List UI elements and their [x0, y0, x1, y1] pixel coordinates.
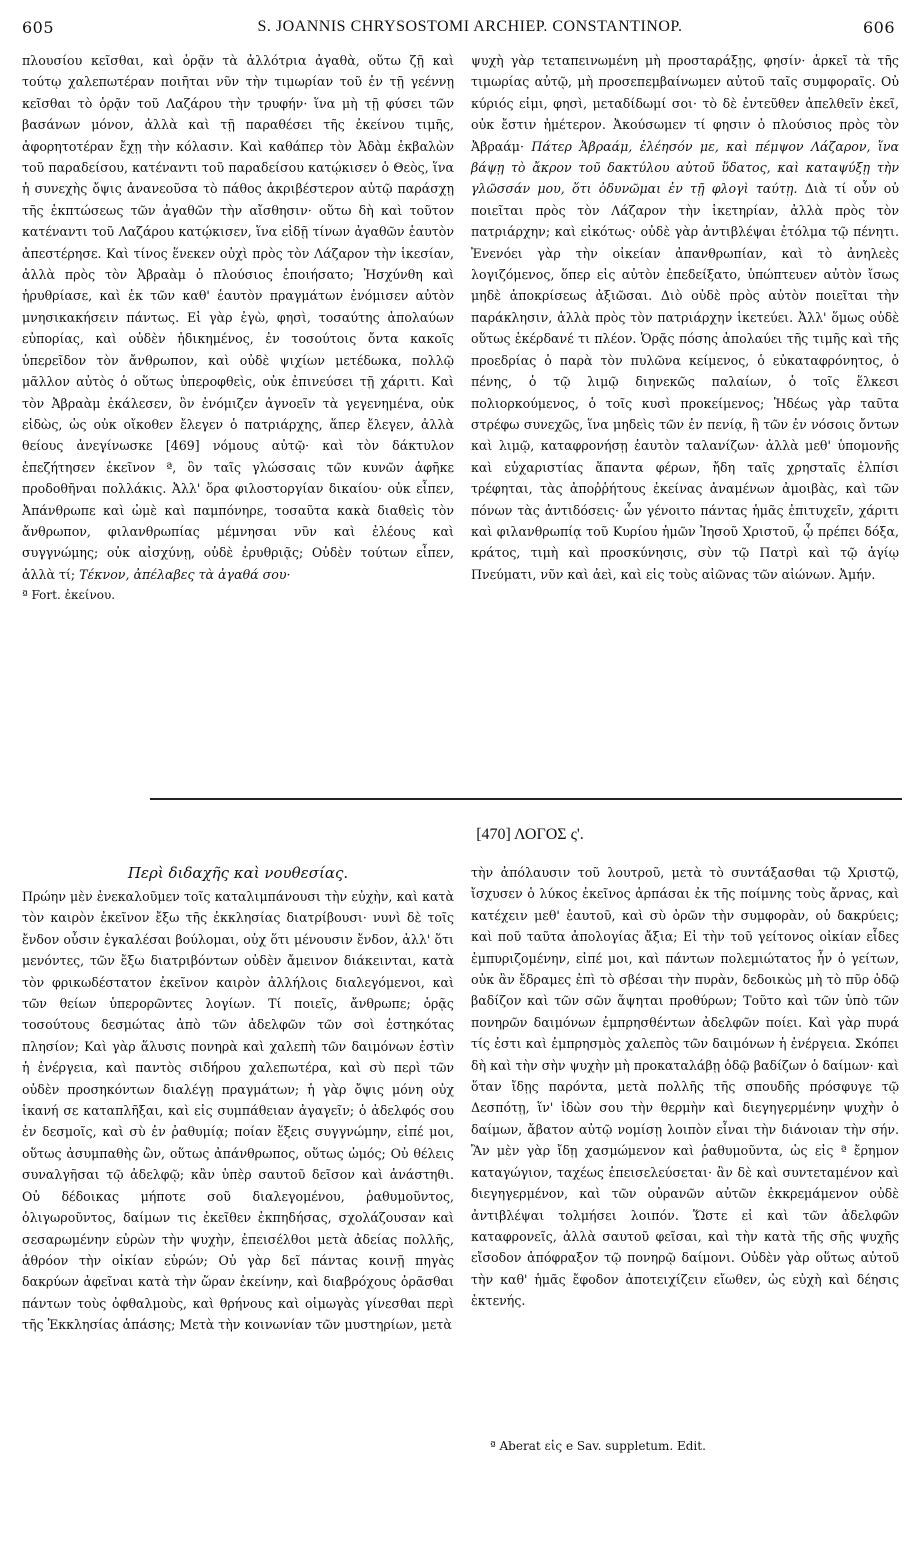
lower-left-text: Πρώην μὲν ἐνεκαλοῦμεν τοῖς καταλιμπάνουσι τὴν εὐχὴν, καὶ κατὰ τὸν καιρὸν ἐκεῖνον ἔξω τῆς ἐκκλησίας διατρίβουσι· νυνὶ δὲ τοῖς ἔνδον οὖσιν ἐγκαλέσαι βούλομαι, οὐχ ὅτι μένουσιν ἔνδον, ἀλλ' ὅτι μενόντες, τῶν ἔξω διατριβόντων οὐδὲν ἄμεινον διάκεινται, κατὰ τὸν φρικωδέστατον ἐκεῖνον καιρὸν ἀλλήλοις διαλεγόμενοι, καὶ τῶν θείων ὑπερορῶντες λογίων. Τί ποιεῖς, ἄνθρωπε; ὁρᾷς τοσούτους δεσμώτας ἀπὸ τῶν ἀδελφῶν τῶν σοὶ ἑστηκότας πλησίον; Καὶ γὰρ ἅλυσις πονηρὰ καὶ χαλεπὴ τῶν δαιμόνων ἐστὶν ἡ ἐνέργεια, καὶ παντὸς σιδήρου χαλεπωτέρα, καὶ σὺ περὶ τῶν οὐδὲν προσηκόντων διαλέγῃ πραγμάτων; ἡ γὰρ ὄψις μόνη οὐχ ἱκανή σε καταπλῆξαι, καὶ εἰς συμπάθειαν ἀγαγεῖν; ὁ ἀδελφός σου ἐν δεσμοῖς, καὶ σὺ ἐν ῥαθυμίᾳ; ποίαν ἕξεις συγγνώμην, εἰπέ μοι, οὕτως ἀσυμπαθὴς ὢν, οὕτως ἀπάνθρωπος, οὕτως ὠμός; Οὐ θέλεις συναλγῆσαι τῷ ἀδελφῷ; κἂν ὑπὲρ σαυτοῦ δεῖσον καὶ ἀνάστηθι. Οὐ δέδοικας μήποτε σοῦ διαλεγομένου, ῥαθυμοῦντος, ὀλιγωροῦντος, δαίμων τις ἐκεῖθεν ἐκπηδήσας, σχολάζουσαν καὶ σεσαρωμένην εὑρὼν τὴν ψυχὴν, ἐπεισέλθοι μετὰ ἀδείας πολλῆς, ἀθρόον τὴν οἰκίαν εὑρών; Οὐ γὰρ δεῖ πάντας κοινῇ πηγὰς δακρύων ἀφεῖναι κατὰ τὴν ὥραν ἐκείνην, καὶ διαβρόχους ὁρᾶσθαι πάντων τοὺς ὀφθαλμοὺς, καὶ θρήνους καὶ οἰμωγὰς γίνεσθαι περὶ τῆς Ἐκκλησίας ἁπάσης; Μετὰ τὴν κοινωνίαν τῶν μυστηρίων, μετὰ — [22, 889, 454, 1333]
running-head: S. JOANNIS CHRYSOSTOMI ARCHIEP. CONSTANTINOP. — [257, 18, 683, 35]
section-divider — [150, 798, 902, 800]
upper-right-column — [471, 50, 899, 585]
lower-right-column — [471, 862, 899, 1312]
page-number-left: 605 — [22, 18, 55, 37]
upper-right-italic-quote: Πάτερ Ἀβραάμ, ἐλέησόν με, καὶ πέμψον Λάζαρον, ἵνα βάψῃ τὸ ἄκρον τοῦ δακτύλου αὐτοῦ ὕδατος, καὶ καταψύξῃ τὴν γλῶσσάν μου, ὅτι ὀδυνῶμαι ἐν τῇ φλογὶ ταύτῃ. — [471, 138, 899, 197]
upper-right-text-a: ψυχὴ γὰρ τεταπεινωμένη μὴ προσταράξῃς, φησίν· ἀρκεῖ τὰ τῆς τιμωρίας αὐτῷ, μὴ προσεπεμβαίνωμεν αὐτοῦ ταῖς συμφοραῖς. Οὐ κύριός εἰμι, φησὶ, μεταδίδωμί σοι· τὸ δὲ ἐντεῦθεν ἀπελθεῖν ἐκεῖ, οὐκ ἔστιν ἡμέτερον. Ἀκούσωμεν τί φησιν ὁ πλούσιος πρὸς τὸν Ἀβραάμ· — [471, 53, 899, 154]
sermon-title: [470] ΛΟΓΟΣ ς'. — [476, 826, 584, 843]
lower-right-footnote: ª Aberat εἰς e Sav. suppletum. Edit. — [490, 1439, 706, 1453]
upper-left-column — [22, 50, 454, 605]
lower-left-column — [22, 886, 454, 1336]
lower-right-text: τὴν ἀπόλαυσιν τοῦ λουτροῦ, μετὰ τὸ συντάξασθαι τῷ Χριστῷ, ἴσχυσεν ὁ λύκος ἐκεῖνος ἁρπάσαι ἐκ τῆς ποίμνης τοὺς ἄρνας, καὶ κατέχειν μεθ' ἑαυτοῦ, καὶ σὺ ὁρῶν τὴν συμφορὰν, οὐ δακρύεις; καὶ ποῦ ταῦτα ἀπολογίας ἄξια; Εἰ τὴν τοῦ γείτονος οἰκίαν εἶδες ἐμπυριζομένην, εἰπέ μοι, καὶ πάντων πολεμιώτατος ἦν ὁ γείτων, οὐκ ἂν ἔδραμες ἐπὶ τὸ σβέσαι τὴν πυρὰν, δεδοικὼς μὴ τὸ πῦρ ὁδῷ βαδίζον καὶ τῶν σῶν ἅψηται προθύρων; Τοῦτο καὶ τῶν ὑπὸ τῶν πονηρῶν δαιμόνων ἐμπρησθέντων ἀδελφῶν ποίει. Καὶ γὰρ πυρά τίς ἐστι καὶ ἐμπρησμὸς χαλεπὸς τῶν δαιμόνων ἡ ἐνέργεια. Σκόπει δὴ καὶ τὴν σὴν ψυχὴν μὴ προκαταλάβῃ ὁδῷ βαδίζων ὁ δαίμων· καὶ ὅταν ἴδῃς παρόντα, μετὰ πολλῆς τῆς σπουδῆς πρόσφυγε τῷ Δεσπότῃ, ἵν' ἰδὼν σου τὴν θερμὴν καὶ διεγηγερμένην ψυχὴν ὁ δαίμων, ἄβατον αὐτῷ νομίσῃ λοιπὸν εἶναι τὴν διάνοιαν τὴν σήν. Ἂν μὲν γὰρ ἴδῃ χασμώμενον καὶ ῥαθυμοῦντα, ὡς εἰς ª ἔρημον καταγώγιον, ταχέως ἐπεισελεύσεται· ἂν δὲ καὶ συντεταμένον καὶ διεγηγερμένον, καὶ τῶν οὐρανῶν αὐτῶν ἐκκρεμάμενον οὐδὲ ἀντιβλέψαι τολμήσει λοιπόν. Ὥστε εἰ καὶ τῶν ἀδελφῶν καταφρονεῖς, ἀλλὰ σαυτοῦ φεῖσαι, καὶ τὴν κατὰ τῆς σῆς ψυχῆς εἴσοδον ἀπόφραξον τῷ πονηρῷ δαίμονι. Οὐδὲν γὰρ οὕτως αὐτοῦ τὴν καθ' ἡμᾶς ἔφοδον ἀποτειχίζειν εἴωθεν, ὡς εὐχὴ καὶ δέησις ἐκτενής. — [471, 865, 899, 1309]
upper-left-footnote: ª Fort. ἐκείνου. — [22, 588, 116, 603]
page-number-right: 606 — [862, 18, 895, 37]
sermon-subtitle: Περὶ διδαχῆς καὶ νουθεσίας. — [127, 864, 349, 882]
upper-right-text-b: Διὰ τί οὖν οὐ ποιεῖται πρὸς τὸν Λάζαρον τὴν ἱκετηρίαν, ἀλλὰ πρὸς τὸν πατριάρχην; καὶ εἰκότως· οὐδὲ γὰρ ἀντιβλέψαι ἐτόλμα τῷ πένητι. Ἐνενόει γὰρ τὴν οἰκείαν ἀπανθρωπίαν, καὶ τὸ ἀνηλεὲς λογιζόμενος, ὅπερ εἰς αὐτὸν ἐπεδείξατο, ὑπώπτευεν αὐτὸν ἴσως μηδὲ ἀποκρίσεως ἀξιῶσαι. Διὸ οὐδὲ πρὸς αὐτὸν ποιεῖται τὴν παράκλησιν, ἀλλὰ πρὸς τὸν πατριάρχην ἱκετεύει. Ἀλλ' ὅμως οὐδὲ οὕτως ἐκέρδανέ τι πλέον. Ὁρᾷς πόσης ἀπολαύει τῆς τιμῆς καὶ τῆς προεδρίας ὁ παρὰ τὸν πυλῶνα κείμενος, ὁ εὐκαταφρόνητος, ὁ πένης, ὁ τῷ λιμῷ διηνεκῶς παλαίων, ὁ τοῖς ἕλκεσι πολιορκούμενος, ὁ τοῖς κυσὶ προκείμενος; Ἡδέως γὰρ ταῦτα στρέφω συνεχῶς, ἵνα μηδεὶς τῶν ἐν πενίᾳ, ἢ τῶν ἐν νόσοις ὄντων καὶ λιμῷ, καταφρονήσῃ ἑαυτὸν ταλανίζων· ἀλλὰ μεθ' ὑπομονῆς καὶ εὐχαριστίας ἅπαντα φέρων, ἤδη ταῖς χρησταῖς ἐλπίσι τρέφηται, τὰς ἀποῤῥήτους ἐκείνας ἀναμένων ἀμοιβὰς, καὶ τῶν πόνων τὰς ἀντιδόσεις· ὧν γένοιτο πάντας ἡμᾶς ἐπιτυχεῖν, χάριτι καὶ φιλανθρωπίᾳ τοῦ Κυρίου ἡμῶν Ἰησοῦ Χριστοῦ, ᾧ πρέπει δόξα, κράτος, τιμὴ καὶ προσκύνησις, σὺν τῷ Πατρὶ καὶ τῷ ἁγίῳ Πνεύματι, νῦν καὶ ἀεὶ, καὶ εἰς τοὺς αἰῶνας τῶν αἰώνων. Ἀμήν. — [471, 181, 899, 582]
upper-left-italic-quote: Τέκνον, ἀπέλαβες τὰ ἀγαθά σου· — [79, 566, 291, 582]
upper-left-text: πλουσίου κεῖσθαι, καὶ ὁρᾷν τὰ ἀλλότρια ἀγαθὰ, οὕτω ζῇ καὶ τούτῳ χαλεπωτέραν ποιῆται νῦν τὴν τιμωρίαν τοῦ ἐν τῇ γεέννῃ κεῖσθαι τὸ ὁρᾷν τοῦ Λαζάρου τὴν τρυφήν· ἵνα μὴ τῇ φύσει τῶν βασάνων μόνον, ἀλλὰ καὶ τῇ παραθέσει τῆς ἐκείνου τιμῆς, ἀφορητοτέραν ἔχῃ τὴν κόλασιν. Καὶ καθάπερ τὸν Ἀδὰμ ἐκβαλὼν τοῦ παραδείσου, κατέναντι τοῦ παραδείσου κατῴκισεν ὁ Θεὸς, ἵνα ἡ συνεχὴς ὄψις ἀνανεοῦσα τὸ πάθος ἀκριβέστερον αὐτῷ παράσχῃ τῆς ἐκπτώσεως τῶν ἀγαθῶν τὴν αἴσθησιν· οὕτω δὴ καὶ τοῦτον κατέναντι τοῦ Λαζάρου κατῴκισεν, ἵνα εἰδῇ τίνων ἀγαθῶν ἑαυτὸν ἀπεστέρησε. Καὶ τίνος ἕνεκεν οὐχὶ πρὸς τὸν Λάζαρον τὴν ἱκεσίαν, ἀλλὰ πρὸς τὸν Ἀβραὰμ ὁ πλούσιος ἐποιήσατο; Ἠσχύνθη καὶ ἠρυθρίασε, καὶ ἐκ τῶν καθ' ἑαυτὸν πραγμάτων ἐνόμισεν αὐτὸν μνησικακήσειν πάντως. Εἰ γὰρ ἐγὼ, φησὶ, τοσαύτης ἀπολαύων εὐπορίας, καὶ οὐδὲν ἠδικημένος, ἐν τοσούτοις ὄντα κακοῖς ὑπερεῖδον τὸν ἄνθρωπον, καὶ οὐδὲ ψιχίων μετέδωκα, πολλῷ μᾶλλον αὐτὸς ὁ οὕτως ὑπεροφθεὶς, οὐκ ἐπινεύσει τῇ χάριτι. Καὶ τὸν Ἀβραὰμ ἐκάλεσεν, ὃν ἐνόμιζεν ἀγνοεῖν τὰ γεγενημένα, οὐκ εἰδὼς, ὡς οὐκ οἴκοθεν ἔλεγεν ὁ πατριάρχης, ἅπερ ἔλεγεν, ἀλλὰ θείους ἀνεγίνωσκε [469] νόμους αὐτῷ· καὶ τὸν δάκτυλον ἐπεζήτησεν ἐκεῖνον ª, ὃν ταῖς γλώσσαις τῶν κυνῶν ἀφῆκε προδοθῆναι πολλάκις. Ἀλλ' ὅρα φιλοστοργίαν δικαίου· οὐκ εἶπεν, Ἀπάνθρωπε καὶ ὠμὲ καὶ παμπόνηρε, τοσαῦτα κακὰ διαθεὶς τὸν ἄνθρωπον, φιλανθρωπίας μέμνησαι νῦν καὶ ἐλέους καὶ συγγνώμης; οὐκ αἰσχύνῃ, οὐδὲ ἐρυθριᾷς; Οὐδὲν τούτων εἶπεν, ἀλλὰ τί; — [22, 53, 454, 582]
